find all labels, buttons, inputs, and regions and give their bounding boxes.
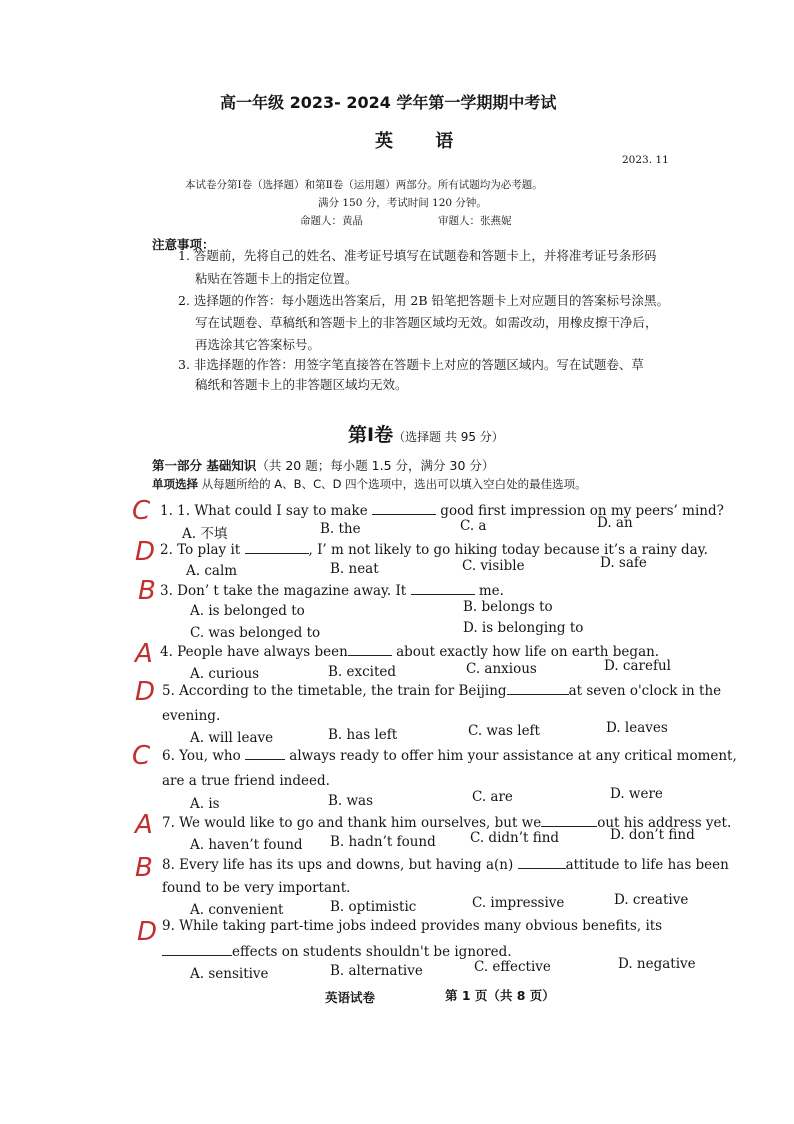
answer-mark-6: C: [132, 741, 151, 771]
q2-option-d: D. safe: [600, 555, 647, 571]
question-5: [162, 682, 721, 699]
answer-blank: [245, 747, 285, 760]
q4-option-d: D. careful: [604, 658, 671, 674]
instruction-label: 单项选择: [152, 477, 198, 491]
notice-3-line-1: 3. 非选择题的作答：用签字笔直接答在答题卡上对应的答题区域内。写在试题卷、草: [178, 357, 644, 372]
question-9-line-2: [162, 943, 512, 960]
q3-option-a: A. is belonged to: [190, 603, 305, 619]
question-9: 9. While taking part-time jobs indeed provides many obvious benefits, its: [162, 918, 663, 934]
notice-2-line-1: 2. 选择题的作答：每小题选出答案后，用 2B 铅笔把答题卡上对应题目的答案标号涂黑。: [178, 293, 669, 308]
part-instruction: [152, 476, 587, 492]
q8-option-d: D. creative: [614, 892, 689, 908]
q8-option-a: A. convenient: [190, 902, 284, 918]
q8-option-b: B. optimistic: [330, 899, 417, 915]
q6-option-c: C. are: [472, 789, 513, 805]
q5-option-a: A. will leave: [190, 730, 274, 746]
question-8-line-2: found to be very important.: [162, 880, 351, 896]
answer-blank: [348, 643, 392, 656]
question-1-stem-b: good first impression on my peers’ mind?: [440, 503, 724, 519]
question-1: [160, 502, 724, 519]
info-line-1: 本试卷分第Ⅰ卷（选择题）和第Ⅱ卷（运用题）两部分。所有试题均为必考题。: [185, 179, 543, 191]
question-4-stem-a: 4. People have always been: [160, 644, 348, 660]
question-6: [162, 747, 737, 764]
subject-title: 英 语: [375, 131, 472, 152]
part-desc: （共 20 题；每小题 1.5 分，满分 30 分）: [256, 458, 495, 473]
q7-option-d: D. don’t find: [610, 827, 695, 843]
exam-date: 2023. 11: [622, 154, 669, 166]
section-subtitle: （选择题 共 95 分）: [393, 430, 504, 444]
question-7-stem-a: 7. We would like to go and thank him ourselves, but we: [162, 815, 542, 831]
answer-blank: [518, 856, 566, 869]
question-4-stem-b: about exactly how life on earth began.: [396, 644, 660, 660]
question-2-stem-b: , I’ m not likely to go hiking today because it’s a rainy day.: [308, 542, 708, 558]
q8-option-c: C. impressive: [472, 895, 565, 911]
question-5-stem-a: 5. According to the timetable, the train for Beijing: [162, 683, 507, 699]
question-2-stem-a: 2. To play it: [160, 542, 241, 558]
notice-1-line-1: 1. 答题前，先将自己的姓名、准考证号填写在试题卷和答题卡上，并将准考证号条形码: [178, 248, 657, 263]
notice-3-line-2: 稿纸和答题卡上的非答题区域均无效。: [195, 377, 408, 392]
q5-option-b: B. has left: [328, 727, 398, 743]
notice-2-line-3: 再选涂其它答案标号。: [195, 337, 321, 352]
answer-blank: [411, 582, 475, 595]
instruction-text: 从每题所给的 A、B、C、D 四个选项中，选出可以填入空白处的最佳选项。: [198, 477, 587, 491]
question-3: [160, 582, 504, 599]
question-6-stem-a: 6. You, who: [162, 748, 241, 764]
footer-subject: 英语试卷: [325, 990, 376, 1005]
notice-1-line-2: 粘贴在答题卡上的指定位置。: [195, 271, 358, 286]
reviewer: 审题人：张燕妮: [438, 215, 512, 227]
section-title: [348, 420, 504, 447]
answer-blank: [372, 502, 436, 515]
setter: 命题人：黄晶: [300, 215, 363, 227]
q4-option-b: B. excited: [328, 664, 397, 680]
question-6-stem-b: always ready to offer him your assistance at any critical moment,: [289, 748, 737, 764]
answer-mark-7: A: [135, 810, 153, 840]
q9-option-b: B. alternative: [330, 963, 423, 979]
question-3-stem-b: me.: [478, 583, 504, 599]
exam-title: 高一年级 2023- 2024 学年第一学期期中考试: [220, 93, 557, 112]
q6-option-a: A. is: [190, 796, 220, 812]
question-3-stem-a: 3. Don’ t take the magazine away. It: [160, 583, 407, 599]
answer-mark-9: D: [137, 917, 158, 947]
q4-option-c: C. anxious: [466, 661, 537, 677]
q5-option-c: C. was left: [468, 723, 540, 739]
answer-mark-4: A: [135, 639, 153, 669]
answer-mark-8: B: [135, 853, 153, 883]
part-heading: [152, 456, 494, 474]
q5-option-d: D. leaves: [606, 720, 668, 736]
answer-mark-5: D: [135, 677, 156, 707]
question-7-stem-b: out his address yet.: [597, 815, 732, 831]
question-1-stem-a: 1. 1. What could I say to make: [160, 503, 368, 519]
q1-option-b: B. the: [320, 521, 361, 537]
question-6-line-2: are a true friend indeed.: [162, 773, 330, 789]
q3-option-c: C. was belonged to: [190, 625, 321, 641]
q9-option-d: D. negative: [618, 956, 696, 972]
question-4: [160, 643, 659, 660]
question-8-stem-a: 8. Every life has its ups and downs, but having a(n): [162, 857, 514, 873]
q7-option-c: C. didn’t find: [470, 830, 560, 846]
info-line-2: 满分 150 分，考试时间 120 分钟。: [318, 197, 487, 209]
question-8-stem-b: attitude to life has been: [565, 857, 729, 873]
answer-blank: [162, 943, 232, 956]
question-8: [162, 856, 729, 873]
q2-option-b: B. neat: [330, 561, 379, 577]
q1-option-c: C. a: [460, 518, 487, 534]
q1-option-a: A. 不填: [182, 526, 228, 542]
footer-page: 第 1 页（共 8 页）: [445, 988, 555, 1003]
q3-option-b: B. belongs to: [463, 599, 553, 615]
q6-option-b: B. was: [328, 793, 374, 809]
answer-mark-1: C: [132, 496, 151, 526]
q1-option-d: D. an: [597, 515, 633, 531]
answer-blank: [541, 814, 597, 827]
q2-option-c: C. visible: [462, 558, 525, 574]
notice-heading: 注意事项：: [152, 237, 215, 252]
section-title-text: 第Ⅰ卷: [348, 424, 394, 446]
q2-option-a: A. calm: [186, 563, 238, 579]
answer-blank: [507, 682, 569, 695]
question-5-line-2: evening.: [162, 708, 221, 724]
q4-option-a: A. curious: [190, 666, 260, 682]
notice-2-line-2: 写在试题卷、草稿纸和答题卡上的非答题区域均无效。如需改动，用橡皮擦干净后，: [195, 315, 658, 330]
question-5-stem-b: at seven o'clock in the: [568, 683, 722, 699]
q3-option-d: D. is belonging to: [463, 620, 584, 636]
q7-option-a: A. haven’t found: [190, 837, 303, 853]
part-title: 第一部分 基础知识: [152, 458, 257, 473]
q6-option-d: D. were: [610, 786, 663, 802]
question-9-stem-b: effects on students shouldn't be ignored.: [232, 944, 512, 960]
q7-option-b: B. hadn’t found: [330, 834, 436, 850]
answer-mark-3: B: [138, 576, 156, 606]
answer-mark-2: D: [135, 537, 156, 567]
q9-option-a: A. sensitive: [190, 966, 269, 982]
answer-blank: [245, 541, 309, 554]
q9-option-c: C. effective: [474, 959, 551, 975]
